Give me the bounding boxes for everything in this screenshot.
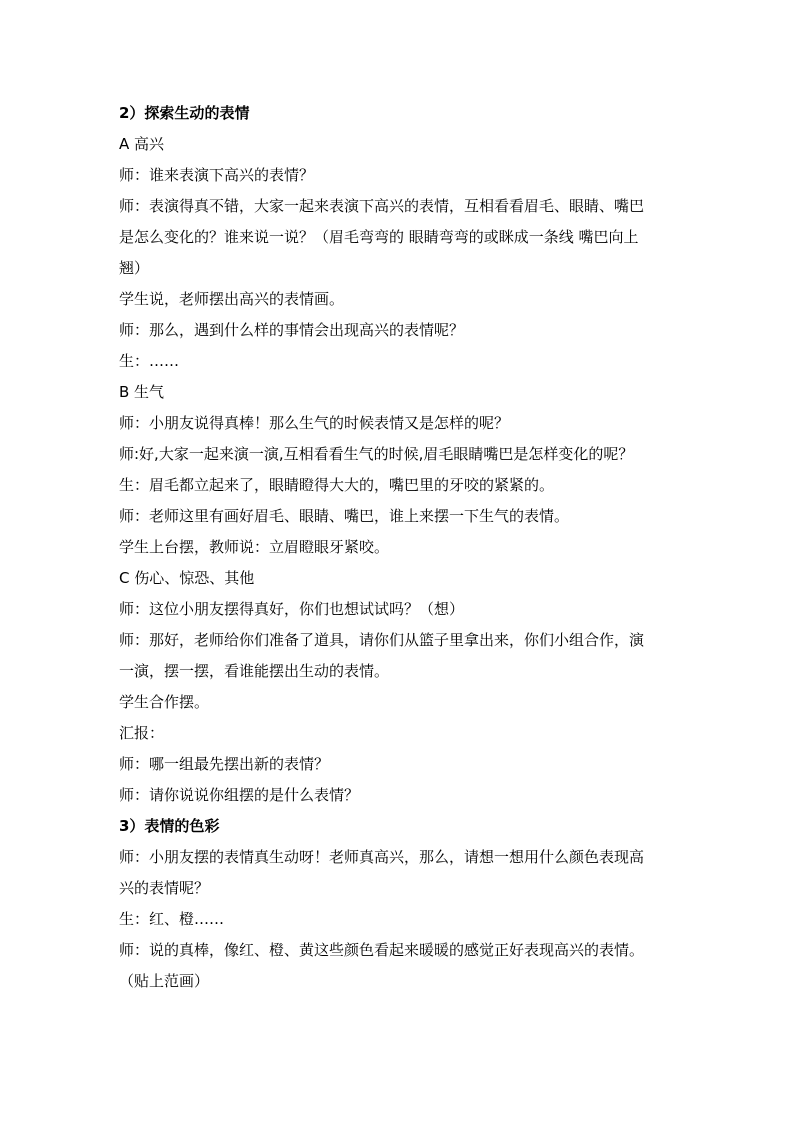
paragraph-line: 师：说的真棒，像红、橙、黄这些颜色看起来暖暖的感觉正好表现高兴的表情。	[119, 941, 645, 959]
paragraph: 生：红、橙……	[119, 910, 225, 928]
paragraph	[119, 935, 679, 997]
paragraph: 学生说，老师摆出高兴的表情画。	[119, 290, 345, 308]
subsection-b-title: B 生气	[119, 383, 165, 401]
paragraph: 汇报：	[119, 724, 165, 742]
paragraph-line: 师：小朋友摆的表情真生动呀！老师真高兴，那么，请想一想用什么颜色表现高	[119, 848, 645, 866]
paragraph-line: 师：那好，老师给你们准备了道具，请你们从篮子里拿出来，你们小组合作，演	[119, 631, 645, 649]
paragraph-line: 翘）	[119, 259, 150, 277]
subsection-a-title: A 高兴	[119, 135, 165, 153]
section-2-heading: 2）探索生动的表情	[119, 104, 250, 122]
paragraph	[119, 191, 679, 284]
paragraph-line: 兴的表情呢？	[119, 879, 210, 897]
paragraph: 学生合作摆。	[119, 693, 210, 711]
paragraph: 师:好,大家一起来演一演,互相看看生气的时候,眉毛眼睛嘴巴是怎样变化的呢？	[119, 445, 634, 463]
paragraph: 师：老师这里有画好眉毛、眼睛、嘴巴，谁上来摆一下生气的表情。	[119, 507, 570, 525]
subsection-c-title: C 伤心、惊恐、其他	[119, 569, 255, 587]
paragraph: 生：……	[119, 352, 180, 370]
paragraph	[119, 625, 679, 687]
paragraph	[119, 842, 679, 904]
paragraph-line: 一演，摆一摆，看谁能摆出生动的表情。	[119, 662, 390, 680]
paragraph: 师：谁来表演下高兴的表情？	[119, 166, 315, 184]
paragraph: 学生上台摆，教师说：立眉瞪眼牙紧咬。	[119, 538, 390, 556]
paragraph: 生：眉毛都立起来了，眼睛瞪得大大的，嘴巴里的牙咬的紧紧的。	[119, 476, 555, 494]
paragraph-line: 是怎么变化的？谁来说一说？（眉毛弯弯的 眼睛弯弯的或眯成一条线 嘴巴向上	[119, 228, 639, 246]
paragraph-line: 师：表演得真不错，大家一起来表演下高兴的表情，互相看看眉毛、眼睛、嘴巴	[119, 197, 645, 215]
document-page	[119, 98, 679, 997]
section-3-heading: 3）表情的色彩	[119, 817, 220, 835]
paragraph: 师：小朋友说得真棒！那么生气的时候表情又是怎样的呢？	[119, 414, 510, 432]
paragraph: 师：这位小朋友摆得真好，你们也想试试吗？（想）	[119, 600, 465, 618]
paragraph-line: （贴上范画）	[119, 972, 210, 990]
paragraph: 师：哪一组最先摆出新的表情？	[119, 755, 330, 773]
paragraph: 师：请你说说你组摆的是什么表情？	[119, 786, 360, 804]
paragraph: 师：那么，遇到什么样的事情会出现高兴的表情呢？	[119, 321, 465, 339]
